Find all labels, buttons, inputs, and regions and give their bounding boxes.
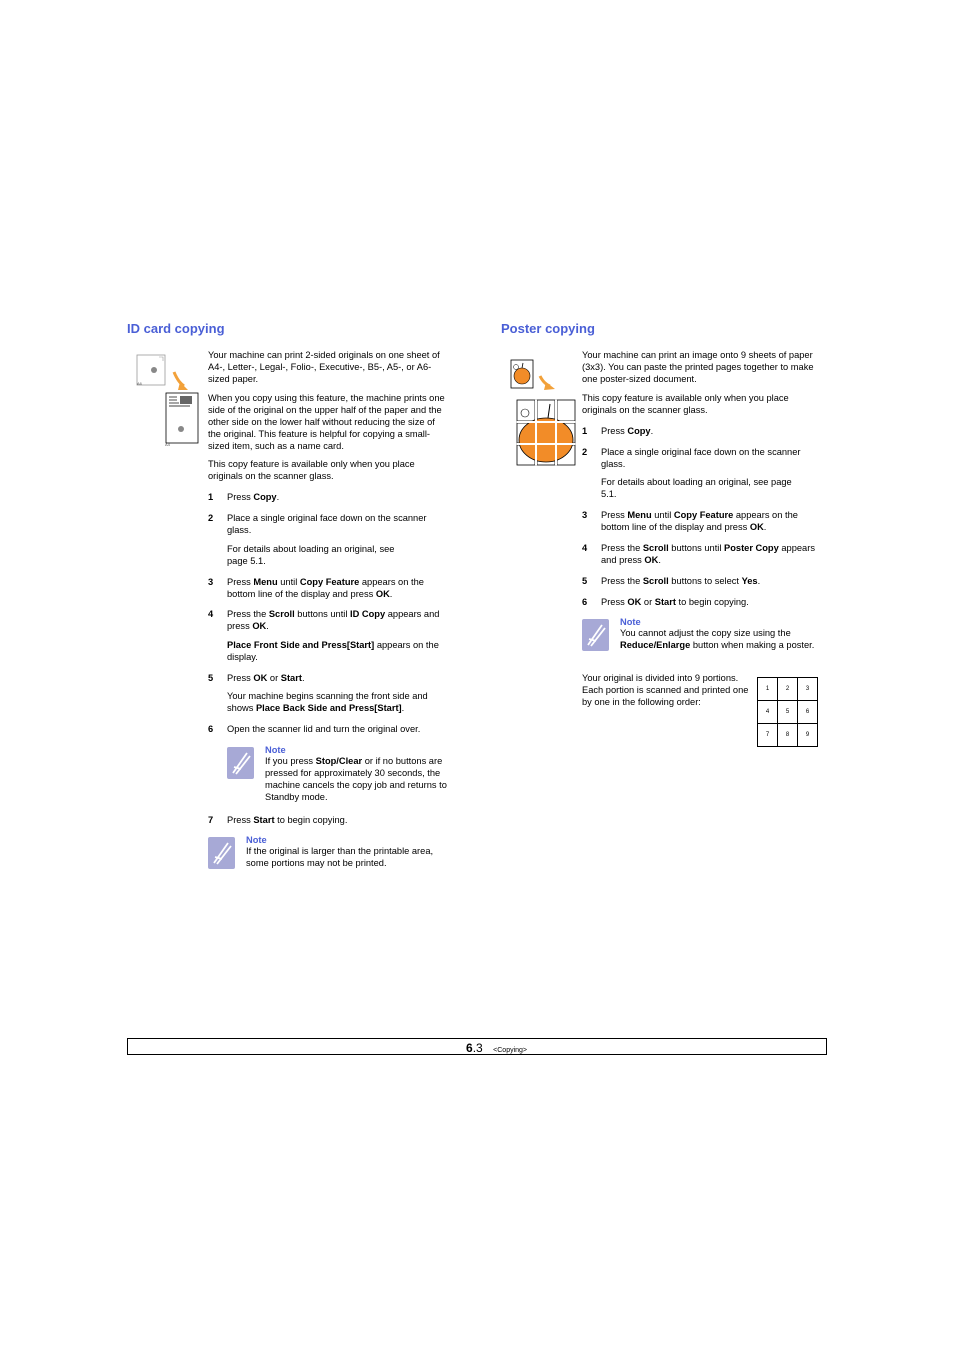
- grid-cell: 1: [758, 678, 778, 701]
- page-footer: [127, 1038, 827, 1055]
- id-para2: When you copy using this feature, the machine prints one side of the original on the upper half of the paper and the other side on the lower half without reducing the size of the original. This feature is helpful for copying a small-sized item, such as a name card.: [208, 393, 445, 451]
- grid-cell: 7: [758, 724, 778, 747]
- note-icon: [227, 747, 254, 779]
- poster-para2: This copy feature is available only when you place originals on the scanner glass.: [582, 393, 789, 415]
- a6-label: A6: [137, 381, 142, 386]
- grid-cell: 8: [778, 724, 798, 747]
- page-number-major: 6: [466, 1041, 473, 1055]
- poster-order-grid: [757, 677, 818, 747]
- poster-order-text: Your original is divided into 9 portions. Each portion is scanned and printed one by one in the following order:: [582, 673, 749, 707]
- poster-note: Note You cannot adjust the copy size using the Reduce/Enlarge button when making a poster.: [620, 617, 815, 650]
- id-intro: Your machine can print 2-sided originals on one sheet of A4-, Letter-, Legal-, Folio-, Executive-, B5-, A5-, or A6-sized paper.: [208, 350, 440, 384]
- note-1: Note If you press Stop/Clear or if no buttons are pressed for approximately 30 seconds, the machine cancels the copy job and returns to Standby mode.: [265, 745, 447, 802]
- a4-label: A4: [165, 442, 170, 447]
- poster-illustration: [510, 358, 576, 468]
- grid-cell: 3: [798, 678, 818, 701]
- note-icon: [208, 837, 235, 869]
- note-2: Note If the original is larger than the printable area, some portions may not be printed.: [246, 835, 434, 868]
- grid-cell: 9: [798, 724, 818, 747]
- grid-cell: 2: [778, 678, 798, 701]
- id-card-heading: ID card copying: [127, 321, 225, 336]
- grid-cell: 6: [798, 701, 818, 724]
- grid-cell: 4: [758, 701, 778, 724]
- chapter-label: <Copying>: [493, 1047, 528, 1054]
- id-para3: This copy feature is available only when you place originals on the scanner glass.: [208, 459, 415, 481]
- page-number: [466, 1039, 527, 1057]
- note-icon: [582, 619, 609, 651]
- poster-heading: Poster copying: [501, 321, 595, 336]
- id-card-illustration: [136, 352, 202, 448]
- poster-intro: Your machine can print an image onto 9 sheets of paper (3x3). You can paste the printed pages together to make one poster-sized document.: [582, 350, 814, 384]
- page-number-minor: .3: [472, 1041, 483, 1055]
- grid-cell: 5: [778, 701, 798, 724]
